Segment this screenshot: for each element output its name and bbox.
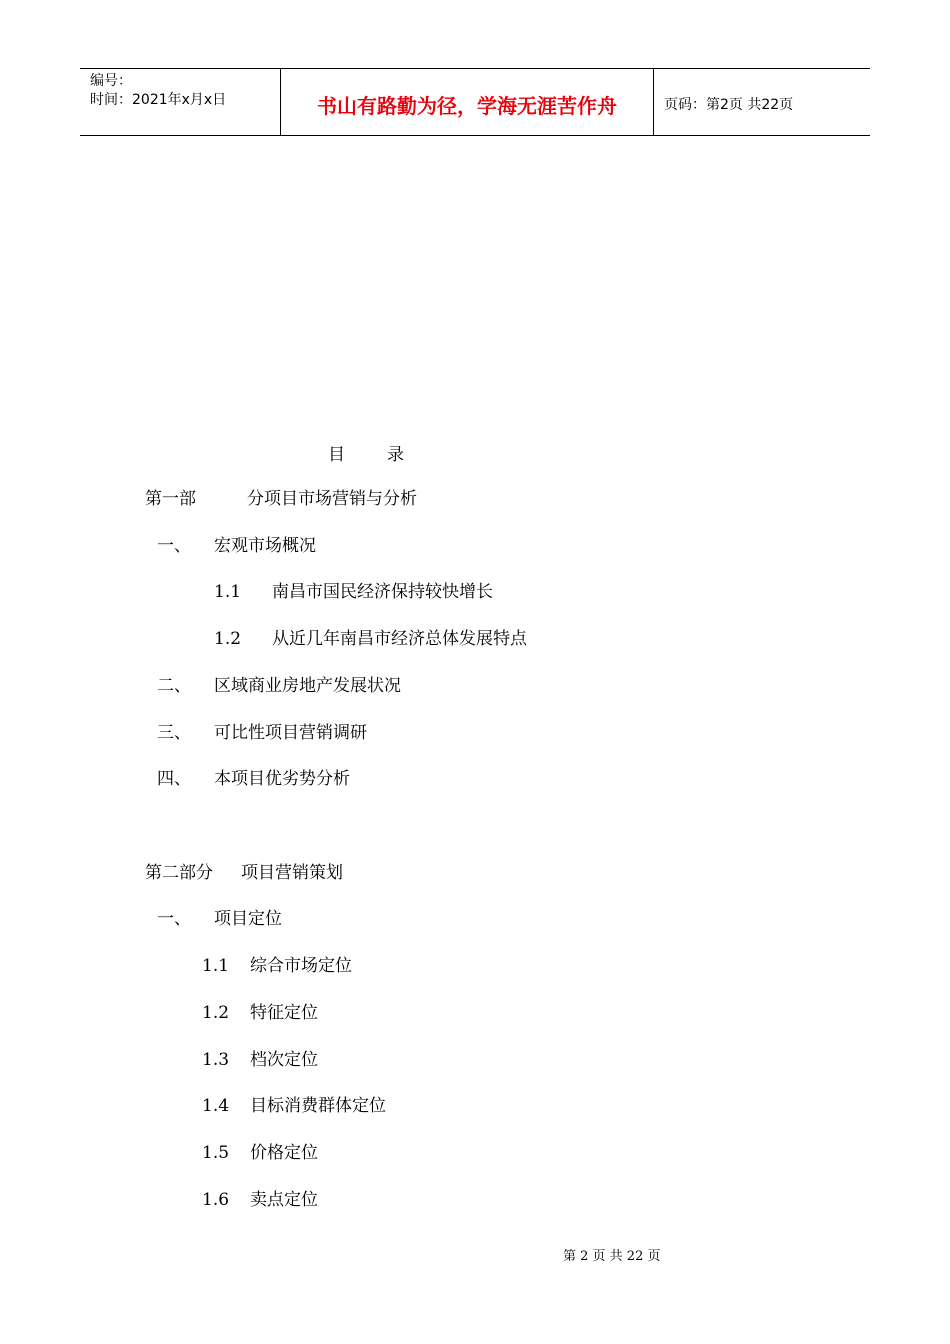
toc-part-heading	[145, 488, 417, 510]
toc-entry-title: 档次定位	[250, 1050, 318, 1070]
toc-entry-number: 1.6	[202, 1190, 230, 1210]
toc-entry-title: 可比性项目营销调研	[214, 723, 367, 743]
date-label: 时间：2021年x月x日	[90, 92, 227, 108]
toc-entry-number: 1.4	[202, 1096, 230, 1116]
toc-entry-number: 1.1	[202, 956, 230, 976]
toc-entry	[202, 1049, 318, 1071]
header-meta-cell	[80, 69, 281, 135]
toc-entry-number: 二、	[157, 676, 191, 696]
toc-entry	[214, 628, 527, 650]
toc-entry	[202, 1002, 318, 1024]
toc-entry	[157, 908, 282, 930]
toc-part-label: 第二部分	[145, 863, 213, 883]
toc-entry-number: 一、	[157, 536, 191, 556]
toc-entry-title: 卖点定位	[250, 1190, 318, 1210]
page-footer: 第 2 页 共 22 页	[563, 1249, 661, 1264]
serial-number-label: 编号：	[90, 73, 132, 89]
toc-entry-title: 综合市场定位	[250, 956, 352, 976]
toc-entry-number: 1.5	[202, 1143, 230, 1163]
toc-entry-title: 区域商业房地产发展状况	[214, 676, 401, 696]
toc-entry-title: 从近几年南昌市经济总体发展特点	[272, 629, 527, 649]
toc-entry-title: 本项目优劣势分析	[214, 769, 350, 789]
toc-title	[328, 440, 404, 465]
toc-entry	[202, 1142, 318, 1164]
page-header	[80, 68, 870, 136]
toc-entry-number: 1.2	[202, 1003, 230, 1023]
toc-entry-title: 南昌市国民经济保持较快增长	[272, 582, 493, 602]
toc-entry-title: 特征定位	[250, 1003, 318, 1023]
toc-entry	[157, 535, 316, 557]
toc-entry-title: 目标消费群体定位	[250, 1096, 386, 1116]
toc-entry	[157, 768, 350, 790]
toc-entry-number: 1.3	[202, 1050, 230, 1070]
toc-entry-number: 四、	[157, 769, 191, 789]
toc-entry	[202, 955, 352, 977]
toc-part-title: 分项目市场营销与分析	[247, 489, 417, 509]
toc-entry-number: 1.1	[214, 582, 242, 602]
toc-part-heading	[145, 862, 343, 884]
toc-title-right: 录	[387, 445, 404, 465]
toc-entry-number: 1.2	[214, 629, 242, 649]
toc-entry	[157, 722, 367, 744]
toc-entry-title: 价格定位	[250, 1143, 318, 1163]
header-motto: 书山有路勤为径，学海无涯苦作舟	[281, 69, 654, 135]
toc-entry-number: 一、	[157, 909, 191, 929]
toc-title-left: 目	[328, 445, 345, 465]
toc-entry	[157, 675, 401, 697]
toc-entry	[202, 1189, 318, 1211]
toc-entry	[214, 581, 493, 603]
toc-entry-title: 宏观市场概况	[214, 536, 316, 556]
toc-part-title: 项目营销策划	[241, 863, 343, 883]
toc-entry-number: 三、	[157, 723, 191, 743]
toc-part-label: 第一部	[145, 489, 196, 509]
header-page-info: 页码：第2页 共22页	[664, 96, 794, 113]
toc-entry	[202, 1095, 386, 1117]
toc-entry-title: 项目定位	[214, 909, 282, 929]
